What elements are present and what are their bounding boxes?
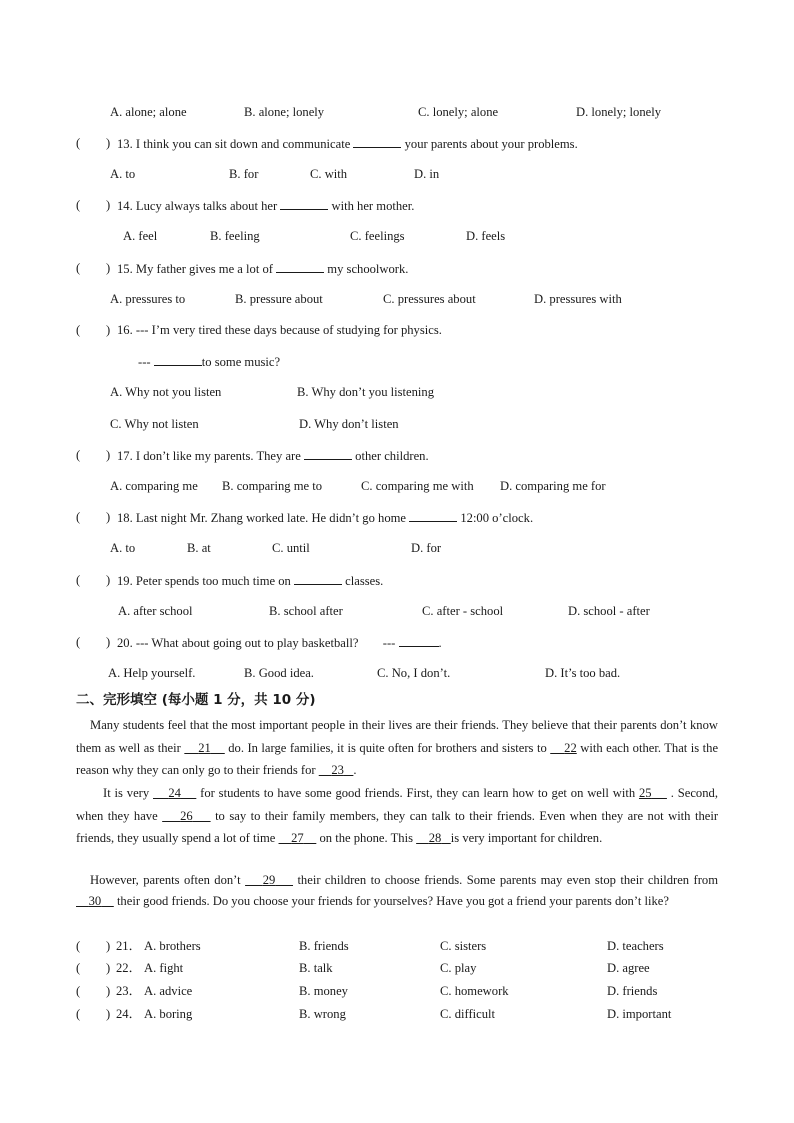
cloze-number: 21． [116,939,142,953]
cloze-option-c: C. homework [440,984,509,998]
answer-paren-open: ( [76,448,81,462]
answer-paren-open: ( [76,961,81,975]
q13-option-b: B. for [229,167,259,181]
answer-paren-open: ( [76,261,81,275]
q15-stem-pre: 15. My father gives me a lot of [117,262,273,276]
q15-option-a: A. pressures to [110,292,186,306]
answer-paren-open: ( [76,323,81,337]
q15-option-b: B. pressure about [235,292,323,306]
answer-paren-close: ) [106,323,111,337]
q19-option-c: C. after - school [422,604,504,618]
cloze-option-c: C. sisters [440,939,487,953]
q20-blank [399,634,439,647]
passage-text: It is very [103,786,150,800]
q19-option-b: B. school after [269,604,343,618]
q15-blank [276,260,324,273]
cloze-option-d: D. friends [607,984,658,998]
q20-stem [117,634,442,651]
q15-stem-post: my schoolwork. [327,262,409,276]
answer-paren-close: ) [106,1007,111,1021]
q15-stem [117,260,408,277]
blank-29 [245,873,293,887]
cloze-option-a: A. fight [144,961,184,975]
q19-option-a: A. after school [118,604,193,618]
passage-text: with each other. That is the reason why they can only go to their friends for [76,740,719,777]
cloze-option-c: C. play [440,961,477,975]
cloze-option-d: D. important [607,1007,672,1021]
q14-stem-pre: 14. Lucy always talks about her [117,199,278,213]
blank-21 [184,741,224,755]
q14-stem [117,197,414,214]
blank-number: 24 [168,786,181,800]
blank-23 [319,763,357,777]
section-title: 二、完形填空 [76,692,157,708]
blank-number: 23 [331,763,344,777]
q19-stem [117,572,383,589]
q20-option-a: A. Help yourself. [108,666,196,680]
cloze-number: 22． [116,961,142,975]
section-note: (每小题 1 分，共 10 分) [161,692,316,708]
q20-dash: --- [382,636,396,650]
blank-25 [639,786,667,800]
answer-paren-open: ( [76,984,81,998]
q16-stem: 16. --- I’m very tired these days because of studying for physics. [117,323,442,337]
q16-dash: --- [138,355,151,369]
q13-blank [353,135,401,148]
q20-option-d: D. It’s too bad. [545,666,621,680]
q18-option-b: B. at [187,541,211,555]
q16-blank [154,353,202,366]
q19-stem-post: classes. [345,574,384,588]
q17-stem-post: other children. [355,449,429,463]
answer-paren-close: ) [106,510,111,524]
q18-stem-post: 12:00 o’clock. [460,511,534,525]
q13-option-a: A. to [110,167,136,181]
passage-text: their good friends. Do you choose your friends for yourselves? Have you got a friend your parents don’t like? [116,893,669,908]
cloze-option-a: A. brothers [144,939,201,953]
q14-option-d: D. feels [466,229,506,243]
answer-paren-open: ( [76,939,81,953]
passage-text: is very important for children. [450,831,603,845]
q13-stem [117,135,578,152]
answer-paren-close: ) [106,939,111,953]
blank-28 [416,831,451,845]
blank-number: 26 [180,808,193,823]
passage-text: their children to choose friends. Some parents may even stop their children from [297,873,718,887]
passage-text: Many students feel that the most important people in their lives are their friends. They believe that their parents don’t know them as well as their [76,718,718,755]
q17-stem [117,447,429,464]
blank-30 [76,894,114,908]
blank-number: 21 [198,740,211,755]
q12-option-a: A. alone; alone [110,105,187,119]
answer-paren-close: ) [106,261,111,275]
answer-paren-close: ) [106,635,111,649]
answer-paren-close: ) [106,136,111,150]
cloze-option-a: A. advice [144,984,193,998]
answer-paren-close: ) [106,984,111,998]
answer-paren-close: ) [106,961,111,975]
blank-22 [550,741,577,755]
q12-option-c: C. lonely; alone [418,105,499,119]
answer-paren-open: ( [76,510,81,524]
q16-option-b: B. Why don’t you listening [297,385,435,399]
answer-paren-open: ( [76,635,81,649]
q16-response [138,353,280,370]
q13-option-c: C. with [310,167,348,181]
q20-option-b: B. Good idea. [244,666,314,680]
q18-option-c: C. until [272,541,310,555]
cloze-number: 24． [116,1007,142,1021]
q18-option-d: D. for [411,541,442,555]
passage-text: to say to their family members, they can talk to their friends. Even when they are not with their friends, they usually spend a lot of time [76,808,719,845]
q13-option-d: D. in [414,167,440,181]
q17-option-b: B. comparing me to [222,479,323,493]
answer-paren-close: ) [106,573,111,587]
blank-number: 22 [564,740,577,755]
q17-option-a: A. comparing me [110,479,198,493]
q17-option-d: D. comparing me for [500,479,606,493]
q18-stem-pre: 18. Last night Mr. Zhang worked late. He didn’t go home [117,511,407,525]
q20-stem-pre: 20. --- What about going out to play basketball? [117,636,359,650]
cloze-option-b: B. talk [299,961,333,975]
q13-stem-post: your parents about your problems. [404,137,578,151]
blank-24 [153,786,196,800]
q13-stem-pre: 13. I think you can sit down and communicate [117,137,351,151]
blank-26 [162,809,210,823]
blank-27 [279,831,317,845]
q12-option-b: B. alone; lonely [244,105,325,119]
cloze-option-d: D. agree [607,961,650,975]
q16-option-d: D. Why don’t listen [299,417,399,431]
q14-option-c: C. feelings [350,229,405,243]
q16-option-c: C. Why not listen [110,417,199,431]
answer-paren-open: ( [76,136,81,150]
q18-option-a: A. to [110,541,136,555]
q17-stem-pre: 17. I don’t like my parents. They are [117,449,301,463]
cloze-number: 23． [116,984,142,998]
passage-text: . Second, when they have [76,786,718,823]
q20-stem-post: . [438,636,442,650]
passage-text: on the phone. This [319,831,413,845]
passage-text: . [353,763,357,777]
q18-blank [409,509,457,522]
answer-paren-close: ) [106,198,111,212]
blank-number: 28 [428,831,442,845]
cloze-option-a: A. boring [144,1007,193,1021]
q15-option-d: D. pressures with [534,292,622,306]
q17-blank [304,447,352,460]
q16-response-post: to some music? [201,355,281,369]
q19-option-d: D. school - after [568,604,650,618]
passage-paragraph-3 [76,870,718,911]
passage-text: for students to have some good friends. First, they can learn how to get on well with [200,786,636,800]
cloze-option-c: C. difficult [440,1007,496,1021]
answer-paren-open: ( [76,1007,81,1021]
q19-stem-pre: 19. Peter spends too much time on [117,574,291,588]
q14-stem-post: with her mother. [331,199,415,213]
q15-option-c: C. pressures about [383,292,476,306]
q14-option-a: A. feel [123,229,158,243]
q19-blank [294,572,342,585]
cloze-option-d: D. teachers [607,939,664,953]
passage-text: do. In large families, it is quite often for brothers and sisters to [228,740,547,755]
q16-option-a: A. Why not you listen [110,385,222,399]
blank-number: 25 [638,786,652,800]
q14-blank [280,197,328,210]
section-heading [76,692,316,708]
answer-paren-close: ) [106,448,111,462]
answer-paren-open: ( [76,573,81,587]
blank-number: 30 [88,893,102,908]
blank-number: 29 [262,873,276,887]
passage-paragraph-2 [76,782,718,850]
passage-paragraph-1 [76,714,718,782]
q18-stem [117,509,533,526]
passage-text: However, parents often don’t [90,873,241,887]
cloze-option-b: B. money [299,984,348,998]
cloze-option-b: B. wrong [299,1007,346,1021]
q14-option-b: B. feeling [210,229,260,243]
answer-paren-open: ( [76,198,81,212]
q17-option-c: C. comparing me with [361,479,474,493]
q20-option-c: C. No, I don’t. [377,666,451,680]
blank-number: 27 [291,831,304,845]
q12-option-d: D. lonely; lonely [576,105,661,119]
cloze-option-b: B. friends [299,939,349,953]
